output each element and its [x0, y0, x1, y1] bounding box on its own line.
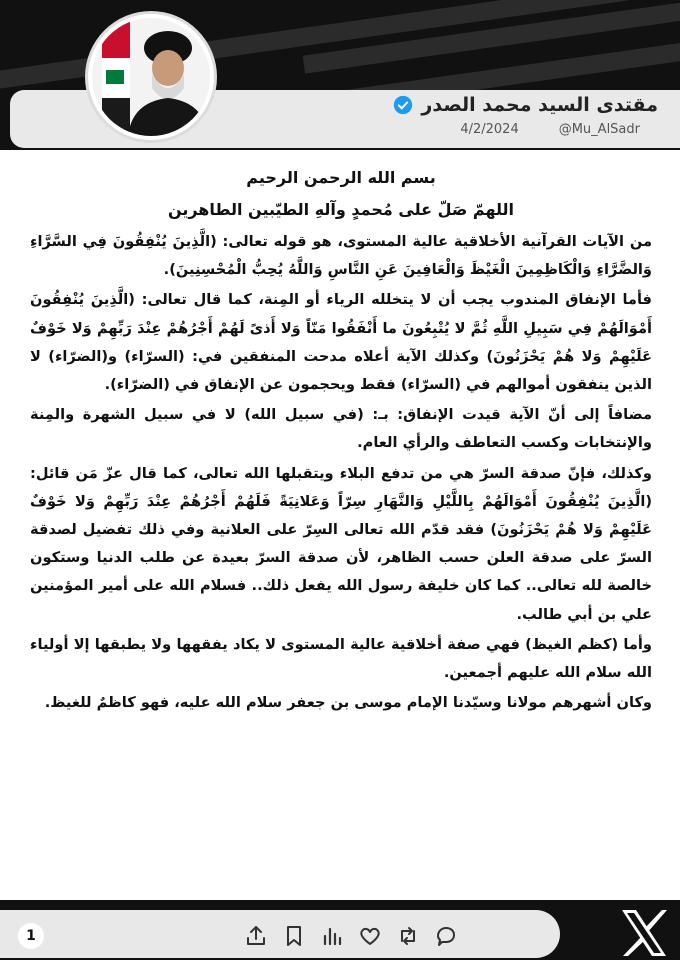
post-paragraph: وأما (كظم الغيظ) فهي صفة أخلاقية عالية المستوى لا يكاد يفقهها ولا يطبقها إلا أولياء الله سلام الله عليهم أجمعين. [30, 635, 652, 682]
post-body [30, 166, 652, 719]
reply-icon[interactable] [434, 924, 458, 948]
x-logo-icon [616, 906, 672, 960]
post-paragraph: فأما الإنفاق المندوب يجب أن لا يتخلله الرياء أو المِنة، كما قال تعالى: (الَّذِينَ يُنْفِقُونَ أَمْوَالَهُمْ فِي سَبِيلِ اللَّهِ ثُمَّ لا يُتْبِعُونَ ما أَنْفَقُوا مَنّاً وَلا أَذىً لَهُمْ أَجْرُهُمْ عِنْدَ رَبِّهِمْ وَلا خَوْفٌ عَلَيْهِمْ وَلا هُمْ يَحْزَنُونَ) وكذلك الآية أعلاه مدحت المنفقين في: (السرّاء) و(الضرّاء) لا الذين ينفقون أموالهم في (السرّاء) فقط ويحجمون عن الإنفاق في (الضرّاء). [30, 291, 652, 394]
share-icon[interactable] [244, 924, 268, 948]
verified-badge-icon [393, 95, 413, 115]
avatar-photo-icon [92, 18, 210, 136]
basmala: بسم الله الرحمن الرحيم [246, 168, 436, 187]
post-date: 4/2/2024 [460, 122, 519, 137]
action-bar [0, 910, 560, 958]
display-name[interactable]: مقتدى السيد محمد الصدر [421, 94, 658, 116]
salawat: اللهمّ صَلّ على مُحمدٍ وآلهِ الطيّبين الطاهرين [167, 200, 515, 219]
profile-header [0, 0, 680, 150]
post-paragraph: مضافاً إلى أنّ الآية قيدت الإنفاق: بـ: (في سبيل الله) لا في سبيل الشهرة والمِنة والإنتخابات وكسب التعاطف والرأي العام. [30, 406, 652, 452]
views-icon[interactable] [320, 924, 344, 948]
profile-meta [460, 122, 640, 137]
avatar[interactable] [88, 14, 214, 140]
post-paragraph: وكذلك، فإنّ صدقة السرّ هي من تدفع البلاء ويتقبلها الله تعالى، كما قال عزّ مَن قائل: (الَّذِينَ يُنْفِقُونَ أَمْوَالَهُمْ بِاللَّيْلِ وَالنَّهَارِ سِرّاً وَعَلانِيَةً فَلَهُمْ أَجْرُهُمْ عِنْدَ رَبِّهِمْ وَلا خَوْفٌ عَلَيْهِمْ وَلا هُمْ يَحْزَنُونَ) فقد قدّم الله تعالى السِرّ على العلانية وفي ذلك تفضيل لصدقة السرّ على صدقة العلن حسب الظاهر، لأن صدقة السرّ بعيدة عن طلب الدنيا وستكون خالصة لله تعالى.. كما كان خليفة رسول الله يفعل ذلك.. فسلام الله على أمير المؤمنين علي بن أبي طالب. [30, 464, 652, 623]
action-icons [244, 924, 458, 948]
like-icon[interactable] [358, 924, 382, 948]
post-paragraph: وكان أشهرهم مولانا وسيّدنا الإمام موسى بن جعفر سلام الله عليه، فهو كاظمٌ للغيظ. [44, 694, 652, 712]
page-number-badge: 1 [18, 923, 44, 949]
post-paragraph: من الآيات القرآنية الأخلاقية عالية المستوى، هو قوله تعالى: (الَّذِينَ يُنْفِقُونَ فِي السَّرَّاءِ وَالضَّرَّاءِ وَالْكَاظِمِينَ الْغَيْظَ وَالْعَافِينَ عَنِ النَّاسِ وَاللَّهُ يُحِبُّ الْمُحْسِنِينَ). [30, 233, 652, 279]
handle[interactable]: @Mu_AlSadr [558, 122, 640, 137]
profile-name-row [393, 94, 658, 116]
bookmark-icon[interactable] [282, 924, 306, 948]
post-footer [0, 900, 680, 960]
repost-icon[interactable] [396, 924, 420, 948]
